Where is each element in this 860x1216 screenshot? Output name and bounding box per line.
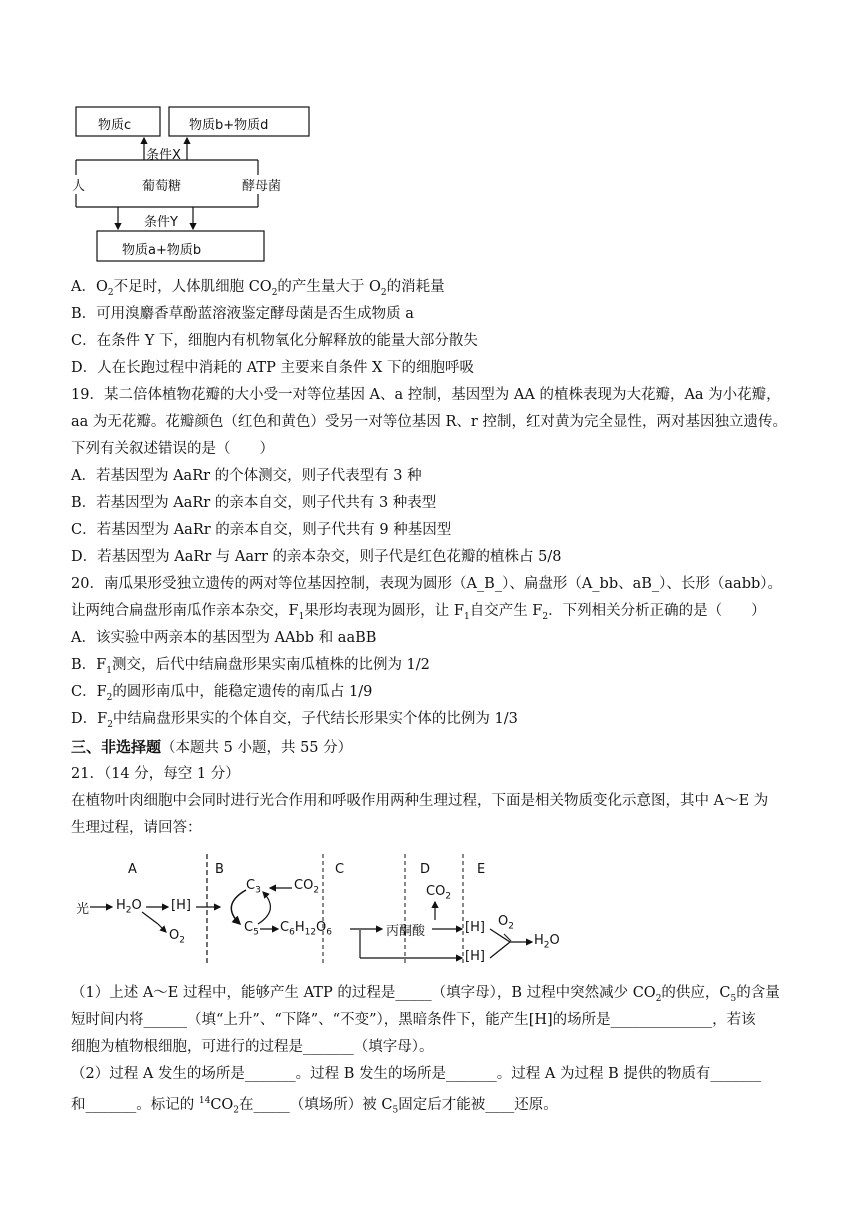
subscript: 2 (271, 287, 278, 298)
q21-part1-line2: 短时间内将______（填“上升”、“下降”、“不变”），黑暗条件下，能产生[H]的场所是______________，若该 (71, 1012, 756, 1028)
section-heading (71, 737, 352, 758)
c5-label (244, 920, 259, 938)
q21-part1-line1 (71, 983, 780, 1009)
subscript: 2 (106, 692, 113, 703)
glucose-formula (280, 920, 332, 938)
nadh-lower-label: [H] (465, 949, 485, 964)
formula-part: O (498, 914, 509, 929)
q21-part1-line3: 细胞为植物根细胞，可进行的过程是_______（填字母）。 (71, 1039, 434, 1055)
subscript: 6 (289, 927, 295, 938)
subscript: 2 (542, 611, 549, 622)
water-product-label (534, 933, 560, 951)
q18-option-c: C．在条件 Y 下，细胞内有机物氧化分解释放的能量大部分散失 (71, 333, 478, 349)
option-text: C．F (71, 684, 107, 700)
q19-stem-line3: 下列有关叙述错误的是（ ） (71, 441, 274, 457)
yeast-label: 酵母菌 (240, 175, 283, 194)
q18-option-d: D．人在长跑过程中消耗的 ATP 主要来自条件 X 下的细胞呼吸 (71, 360, 474, 376)
substance-ab-box: 物质a+物质b (122, 243, 202, 258)
stem-text: ．下列相关分析正确的是（ ） (548, 603, 766, 619)
stage-a-label: A (128, 862, 137, 877)
formula-part: C (246, 878, 256, 893)
part-text: （1）上述 A～E 过程中，能够产生 ATP 的过程是_____（填字母），B 过程中突然减少 CO (71, 985, 656, 1001)
subscript: 5 (392, 1105, 399, 1116)
stage-d-label: D (420, 862, 431, 877)
q20-option-d (71, 709, 518, 735)
respiration-diagram (60, 100, 330, 270)
section-note: （本题共 5 小题，共 55 分） (161, 740, 353, 756)
q19-stem-line1: 19．某二倍体植物花瓣的大小受一对等位基因 A、a 控制，基因型为 AA 的植株表现为大花瓣，Aa 为小花瓣， (71, 387, 781, 403)
subscript: 2 (125, 905, 132, 916)
subscript: 3 (255, 885, 261, 896)
subscript: 2 (380, 287, 387, 298)
light-label: 光 (76, 902, 90, 917)
photosynthesis-diagram (70, 850, 590, 970)
q19-option-d: D．若基因型为 AaRr 与 Aarr 的亲本杂交，则子代是红色花瓣的植株占 5/8 (71, 549, 562, 565)
stem-text: 果形均表现为圆形，让 F (304, 603, 464, 619)
q19-option-a: A．若基因型为 AaRr 的个体测交，则子代表型有 3 种 (71, 468, 422, 484)
formula-part: CO (294, 878, 314, 893)
option-text: D．F (71, 711, 108, 727)
part-text: 在_____（填场所）被 C (239, 1096, 393, 1113)
human-label: 人 (70, 175, 87, 194)
q20-option-c (71, 682, 372, 708)
q21-intro-line2: 生理过程，请回答： (71, 820, 202, 836)
water-label (116, 898, 142, 916)
c3-label (246, 878, 261, 896)
option-text: 的产生量大于 O (277, 279, 381, 295)
co2-label (294, 878, 319, 896)
subscript: 2 (655, 993, 662, 1004)
stem-text: 自交产生 F (469, 603, 543, 619)
subscript: 2 (445, 891, 452, 902)
section-title: 三、非选择题 (71, 738, 162, 756)
formula-part: O (316, 920, 327, 935)
subscript: 2 (107, 719, 113, 730)
subscript: 2 (179, 935, 185, 946)
part-text: 的供应，C (661, 985, 731, 1001)
superscript: 14 (198, 1096, 211, 1106)
q20-option-b (71, 655, 430, 681)
subscript: 2 (233, 1105, 240, 1116)
formula-part: C (244, 920, 254, 935)
nadph-label: [H] (171, 898, 191, 913)
option-text: 不足时，人体肌细胞 CO (113, 279, 272, 295)
q18-option-a (71, 277, 445, 303)
subscript: 2 (543, 940, 550, 951)
q21-part2-line1: （2）过程 A 发生的场所是_______。过程 B 发生的场所是_______。过程 A 为过程 B 提供的物质有_______ (71, 1066, 762, 1082)
option-text: B．F (71, 657, 107, 673)
subscript: 1 (463, 611, 470, 622)
subscript: 12 (304, 927, 317, 938)
subscript: 6 (326, 927, 333, 938)
oxygen-consumed-label (498, 914, 514, 932)
part-text: 的含量 (736, 985, 780, 1001)
formula-part: H (534, 933, 544, 948)
stem-text: 让两纯合扁盘形南瓜作亲本杂交，F (71, 603, 299, 619)
q21-header: 21．（14 分，每空 1 分） (71, 766, 240, 782)
option-text: A．O (71, 279, 108, 295)
subscript: 1 (106, 665, 112, 676)
option-text: 的消耗量 (386, 279, 445, 295)
nadh-upper-label: [H] (465, 920, 485, 935)
condition-x-label: 条件X (146, 148, 181, 163)
pyruvate-label: 丙酮酸 (386, 924, 426, 939)
q20-stem-line2 (71, 601, 766, 627)
formula-part: CO (426, 884, 446, 899)
subscript: 2 (107, 287, 114, 298)
subscript: 2 (313, 885, 320, 896)
q19-option-b: B．若基因型为 AaRr 的亲本自交，则子代共有 3 种表型 (71, 495, 437, 511)
q21-intro-line1: 在植物叶肉细胞中会同时进行光合作用和呼吸作用两种生理过程，下面是相关物质变化示意图，其中 A～E 为 (71, 793, 769, 809)
option-text: 测交，后代中结扁盘形果实南瓜植株的比例为 1/2 (111, 657, 430, 673)
substance-bd-box: 物质b+物质d (189, 118, 269, 133)
subscript: 5 (253, 927, 259, 938)
q21-part2-line2 (71, 1091, 558, 1121)
subscript: 2 (508, 921, 514, 932)
q20-option-a: A．该实验中两亲本的基因型为 AAbb 和 aaBB (71, 630, 377, 646)
formula-part: O (549, 933, 560, 948)
condition-y-label: 条件Y (144, 215, 178, 230)
subscript: 5 (730, 993, 737, 1004)
photosynthesis-diagram-lines (70, 850, 590, 970)
formula-part: O (131, 898, 142, 913)
part-text: CO (210, 1096, 234, 1113)
oxygen-label (169, 928, 185, 946)
formula-part: H (294, 920, 305, 935)
q19-stem-line2: aa 为无花瓣。花瓣颜色（红色和黄色）受另一对等位基因 R、r 控制，红对黄为完全显性，两对基因独立遗传。 (71, 414, 787, 430)
formula-part: O (169, 928, 180, 943)
part-text: 和_______。标记的 (71, 1096, 199, 1113)
q20-stem-line1: 20．南瓜果形受独立遗传的两对等位基因控制，表现为圆形（A_B_）、扁盘形（A_bb、aB_）、长形（aabb）。 (71, 576, 783, 592)
stage-c-label: C (335, 862, 345, 877)
q18-option-b: B．可用溴麝香草酚蓝溶液鉴定酵母菌是否生成物质 a (71, 306, 414, 322)
option-text: 中结扁盘形果实的个体自交，子代结长形果实个体的比例为 1/3 (112, 711, 518, 727)
glucose-label: 葡萄糖 (142, 179, 182, 194)
option-text: 的圆形南瓜中，能稳定遗传的南瓜占 1/9 (112, 684, 373, 700)
subscript: 1 (298, 611, 305, 622)
stage-b-label: B (215, 862, 224, 877)
co2-released-label (426, 884, 451, 902)
formula-part: C (280, 920, 290, 935)
part-text: 固定后才能被____还原。 (398, 1096, 558, 1113)
substance-c-box: 物质c (98, 118, 132, 133)
stage-e-label: E (477, 862, 486, 877)
q19-option-c: C．若基因型为 AaRr 的亲本自交，则子代共有 9 种基因型 (71, 522, 452, 538)
formula-part: H (116, 898, 126, 913)
